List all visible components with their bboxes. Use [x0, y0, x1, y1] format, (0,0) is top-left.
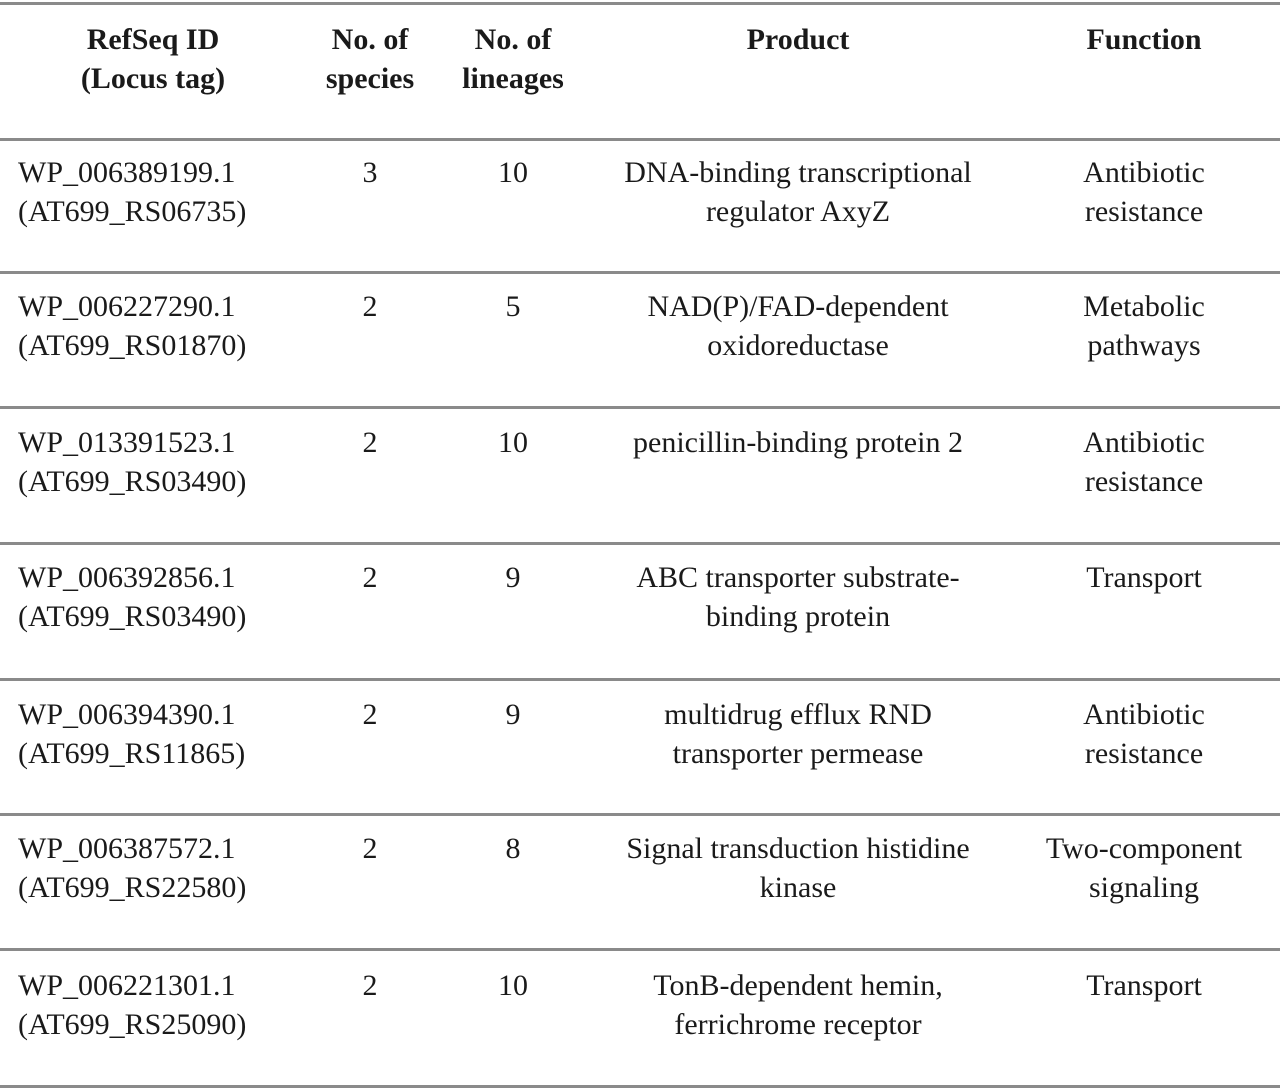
lineages-count: 10: [498, 156, 528, 189]
function-cell: [1024, 966, 1264, 1005]
function-line1: Transport: [1086, 561, 1202, 594]
function-line2: resistance: [1084, 195, 1204, 228]
refseq-id: WP_013391523.1: [18, 426, 236, 459]
function-line2: signaling: [1089, 871, 1199, 904]
product-cell: [588, 287, 1008, 365]
lineages-count: 10: [498, 969, 528, 1002]
refseq-cell: [18, 287, 308, 365]
header-product: [588, 20, 1008, 59]
function-line1: Transport: [1086, 969, 1202, 1002]
lineages-count: 9: [505, 561, 521, 594]
product-line1: multidrug efflux RND: [664, 698, 932, 731]
refseq-cell: [18, 558, 308, 636]
refseq-cell: [18, 423, 308, 501]
table-bottom-rule: [0, 1085, 1280, 1088]
function-cell: [1024, 287, 1264, 365]
refseq-id: WP_006389199.1: [18, 156, 236, 189]
refseq-cell: [18, 966, 308, 1044]
locus-tag: (AT699_RS11865): [18, 737, 246, 770]
table-row-divider: [0, 271, 1280, 274]
header-function: [1024, 20, 1264, 59]
species-count: 2: [362, 426, 378, 459]
product-cell: [588, 423, 1008, 462]
refseq-cell: [18, 695, 308, 773]
product-line1: NAD(P)/FAD-dependent: [647, 290, 949, 323]
lineages-count: 5: [505, 290, 521, 323]
function-cell: [1024, 153, 1264, 231]
species-count: 2: [362, 290, 378, 323]
table-row-divider: [0, 406, 1280, 409]
table-top-rule: [0, 2, 1280, 5]
product-line1: DNA-binding transcriptional: [624, 156, 972, 189]
product-line2: oxidoreductase: [707, 329, 889, 362]
function-cell: [1024, 695, 1264, 773]
refseq-id: WP_006394390.1: [18, 698, 236, 731]
product-line2: kinase: [759, 871, 837, 904]
header-lineages: [448, 20, 578, 98]
header-refseq: [18, 20, 288, 98]
lineages-count: 8: [505, 832, 521, 865]
locus-tag: (AT699_RS01870): [18, 329, 247, 362]
product-cell: [588, 558, 1008, 636]
table-row-divider: [0, 813, 1280, 816]
product-line1: ABC transporter substrate-: [636, 561, 960, 594]
product-line2: transporter permease: [672, 737, 924, 770]
function-line2: resistance: [1084, 465, 1204, 498]
species-count: 3: [362, 156, 378, 189]
species-count: 2: [362, 561, 378, 594]
table-row-divider: [0, 948, 1280, 951]
refseq-cell: [18, 153, 308, 231]
locus-tag: (AT699_RS22580): [18, 871, 247, 904]
refseq-id: WP_006221301.1: [18, 969, 236, 1002]
refseq-id: WP_006387572.1: [18, 832, 236, 865]
function-line2: resistance: [1084, 737, 1204, 770]
function-line1: Metabolic: [1083, 290, 1205, 323]
header-function-label: Function: [1086, 23, 1202, 56]
function-line1: Antibiotic: [1083, 698, 1205, 731]
header-refseq-line2: (Locus tag): [80, 62, 226, 95]
refseq-id: WP_006227290.1: [18, 290, 236, 323]
product-cell: [588, 829, 1008, 907]
function-line1: Antibiotic: [1083, 426, 1205, 459]
lineages-count: 9: [505, 698, 521, 731]
header-lineages-line2: lineages: [462, 62, 564, 95]
locus-tag: (AT699_RS25090): [18, 1008, 247, 1041]
product-line2: regulator AxyZ: [705, 195, 891, 228]
header-species-line1: No. of: [331, 23, 409, 56]
lineages-count: 10: [498, 426, 528, 459]
product-cell: [588, 153, 1008, 231]
product-cell: [588, 695, 1008, 773]
table-row-divider: [0, 678, 1280, 681]
product-cell: [588, 966, 1008, 1044]
locus-tag: (AT699_RS06735): [18, 195, 247, 228]
locus-tag: (AT699_RS03490): [18, 465, 247, 498]
refseq-id: WP_006392856.1: [18, 561, 236, 594]
product-line1: Signal transduction histidine: [626, 832, 970, 865]
product-line2: ferrichrome receptor: [674, 1008, 922, 1041]
species-count: 2: [362, 698, 378, 731]
product-line2: binding protein: [705, 600, 891, 633]
locus-tag: (AT699_RS03490): [18, 600, 247, 633]
species-count: 2: [362, 832, 378, 865]
function-line2: pathways: [1087, 329, 1201, 362]
product-line1: penicillin-binding protein 2: [633, 426, 963, 459]
table-row-divider: [0, 542, 1280, 545]
header-product-label: Product: [746, 23, 850, 56]
header-species: [312, 20, 428, 98]
function-line1: Two-component: [1045, 832, 1243, 865]
header-species-line2: species: [325, 62, 415, 95]
table-row-divider: [0, 138, 1280, 141]
species-count: 2: [362, 969, 378, 1002]
function-cell: [1024, 558, 1264, 597]
function-cell: [1024, 423, 1264, 501]
function-line1: Antibiotic: [1083, 156, 1205, 189]
function-cell: [1024, 829, 1264, 907]
header-refseq-line1: RefSeq ID: [86, 23, 220, 56]
header-lineages-line1: No. of: [474, 23, 552, 56]
product-line1: TonB-dependent hemin,: [653, 969, 943, 1002]
refseq-cell: [18, 829, 308, 907]
